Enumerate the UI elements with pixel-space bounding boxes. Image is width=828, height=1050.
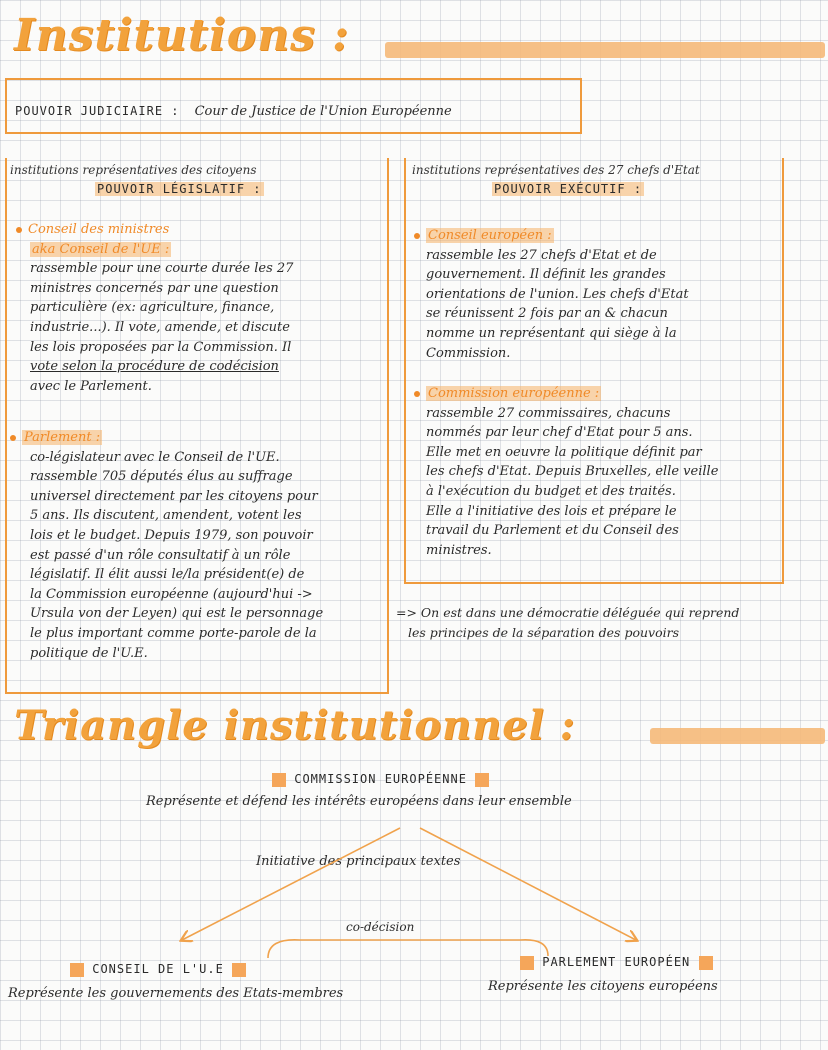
executive-subtitle: institutions représentatives des 27 chefs d'Etat (412, 163, 700, 177)
conseil-ministres-name: Conseil des ministres (16, 220, 388, 240)
commission-line: rassemble 27 commissaires, chacuns (426, 405, 671, 421)
triangle-codecision: co-décision (346, 920, 415, 934)
triangle-parlement-desc: Représente les citoyens européens (488, 979, 718, 994)
commission-line: nommés par leur chef d'Etat pour 5 ans. (426, 425, 693, 441)
conseil-ministres-line: les lois proposées par la Commission. Il (30, 339, 292, 355)
judicial-text: Cour de Justice de l'Union Européenne (194, 104, 452, 119)
commission-line: Elle a l'initiative des lois et prépare le (426, 503, 677, 519)
conseil-europeen-line: rassemble les 27 chefs d'Etat et de (426, 247, 657, 263)
executive-heading: POUVOIR EXÉCUTIF : (494, 182, 643, 196)
codecision-bracket (268, 940, 548, 958)
triangle-commission-desc: Représente et défend les intérêts européens dans leur ensemble (146, 794, 572, 809)
triangle-commission-label: COMMISSION EUROPÉENNE (272, 772, 489, 787)
conseil-europeen-line: Commission. (426, 345, 511, 361)
triangle-conseil-desc: Représente les gouvernements des Etats-membres (8, 986, 344, 1001)
conseil-ministres-line: ministres concernés par une question (30, 280, 279, 296)
triangle-parlement-label: PARLEMENT EUROPÉEN (520, 955, 713, 970)
triangle-title: Triangle institutionnel : (14, 702, 576, 749)
conseil-europeen-line: gouvernement. Il définit les grandes (426, 267, 666, 283)
parlement-line: universel directement par les citoyens pour (30, 488, 318, 504)
page-title: Institutions : (14, 10, 350, 61)
parlement-line: législatif. Il élit aussi le/la président(e) de (30, 567, 305, 583)
arrow-to-parlement (420, 828, 636, 940)
conseil-ministres-line: industrie...). Il vote, amende, et discute (30, 319, 290, 335)
judicial-label: POUVOIR JUDICIAIRE : (15, 104, 180, 118)
commission-line: Elle met en oeuvre la politique définit par (426, 444, 702, 460)
conseil-europeen-line: nomme un représentant qui siège à la (426, 325, 677, 341)
parlement-line: rassemble 705 députés élus au suffrage (30, 469, 293, 485)
conseil-ministres-line: particulière (ex: agriculture, finance, (30, 300, 275, 316)
legislative-subtitle: institutions représentatives des citoyens (10, 163, 257, 177)
commission-line: travail du Parlement et du Conseil des (426, 523, 679, 539)
parlement-line: co-législateur avec le Conseil de l'UE. (30, 449, 280, 465)
conseil-europeen-line: orientations de l'union. Les chefs d'Etat (426, 286, 689, 302)
conclusion-line: les principes de la séparation des pouvoirs (408, 624, 679, 640)
triangle-conseil-label: CONSEIL DE L'U.E (70, 962, 246, 977)
commission-name: Commission européenne : (414, 384, 784, 404)
conseil-europeen-name: Conseil européen : (414, 226, 784, 246)
conseil-ministres-aka: aka Conseil de l'UE : (32, 241, 170, 257)
triangle-initiative: Initiative des principaux textes (256, 854, 461, 869)
conseil-ministres-line: rassemble pour une courte durée les 27 (30, 261, 294, 277)
parlement-line: la Commission européenne (aujourd'hui -> (30, 586, 313, 602)
conseil-europeen-line: se réunissent 2 fois par an & chacun (426, 306, 668, 322)
commission-line: ministres. (426, 542, 492, 558)
parlement-line: 5 ans. Ils discutent, amendent, votent les (30, 508, 302, 524)
parlement-line: est passé d'un rôle consultatif à un rôle (30, 547, 291, 563)
conseil-ministres-line: avec le Parlement. (30, 378, 152, 394)
arrow-to-conseil (182, 828, 400, 940)
commission-line: à l'exécution du budget et des traités. (426, 483, 676, 499)
parlement-line: Ursula von der Leyen) qui est le personnage (30, 606, 324, 622)
commission-line: les chefs d'Etat. Depuis Bruxelles, elle veille (426, 464, 719, 480)
parlement-line: le plus important comme porte-parole de la (30, 625, 317, 641)
parlement-name: Parlement : (10, 428, 388, 448)
parlement-line: lois et le budget. Depuis 1979, son pouvoir (30, 527, 313, 543)
conclusion-line: => On est dans une démocratie déléguée qui reprend (396, 605, 740, 620)
conseil-ministres-line: vote selon la procédure de codécision (30, 359, 279, 375)
legislative-heading: POUVOIR LÉGISLATIF : (97, 182, 262, 196)
parlement-line: politique de l'U.E. (30, 645, 148, 661)
